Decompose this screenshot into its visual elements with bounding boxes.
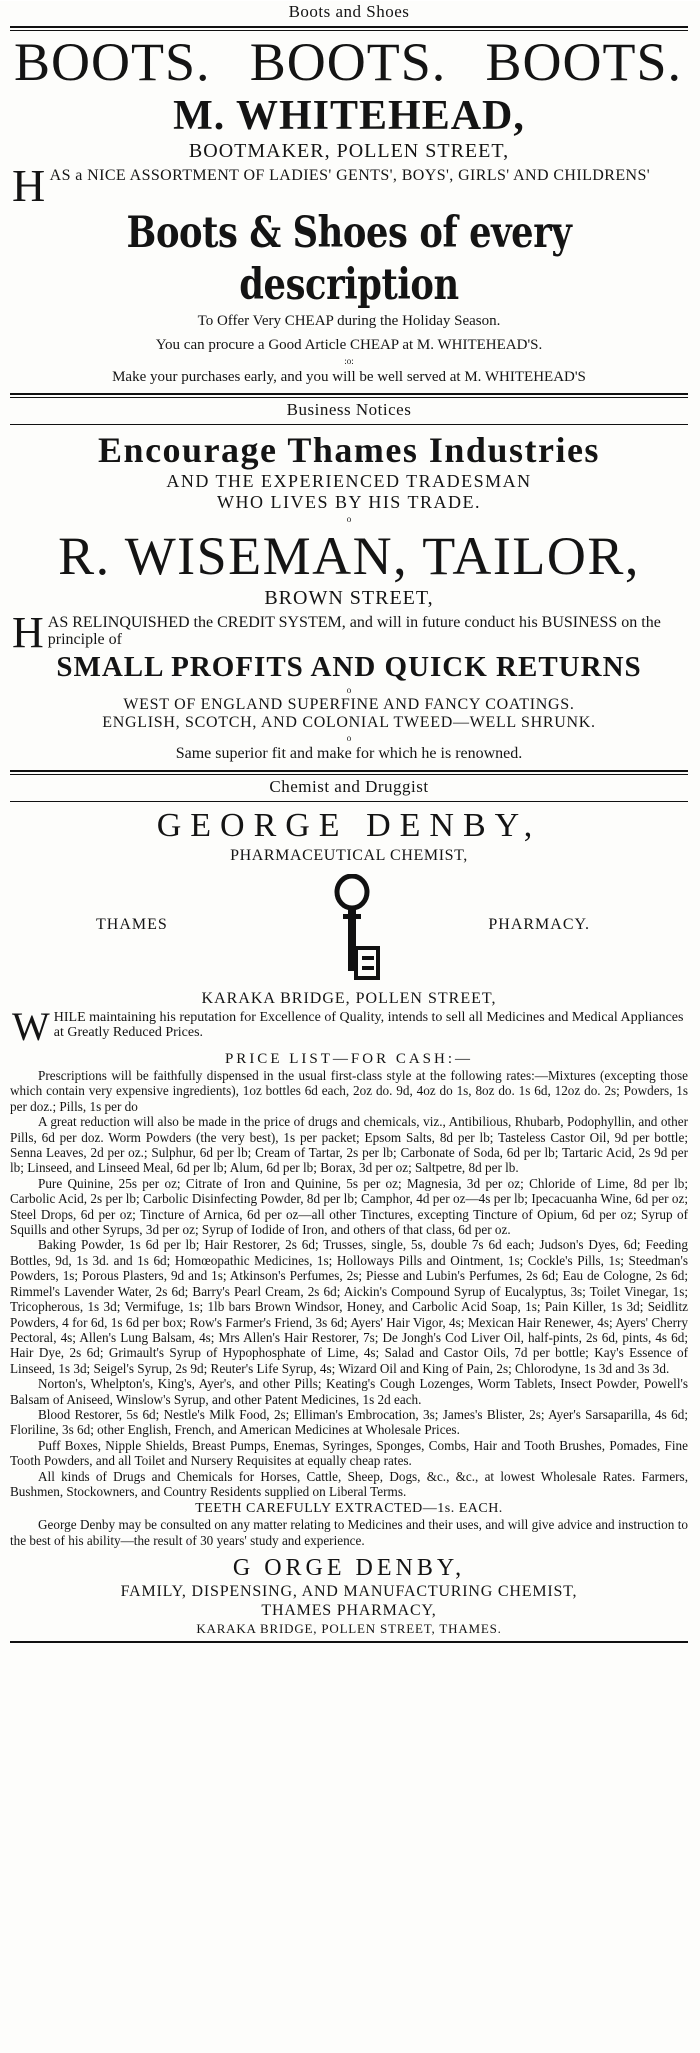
coatings-line: WEST OF ENGLAND SUPERFINE AND FANCY COATINGS. bbox=[123, 696, 575, 713]
small-profits-headline: SMALL PROFITS AND QUICK RETURNS bbox=[56, 651, 642, 683]
advertiser-name: R. WISEMAN, TAILOR, bbox=[58, 526, 640, 586]
section-heading-boots: Boots and Shoes bbox=[288, 2, 410, 21]
consultation-text: George Denby may be consulted on any matter relating to Medicines and their uses, and will give advice and instruction to the best of his ability—the result of 30 years' study and experience. bbox=[10, 1517, 688, 1548]
price-paragraph: Pure Quinine, 25s per oz; Citrate of Iron and Quinine, 5s per oz; Magnesia, 3d per oz; Chloride of Lime, 8d per lb; Carbolic Acid, 2s per lb; Carbolic Disinfecting Powder, 8d per lb; Camphor, 4d per oz—4s per lb; Ipecacuanha Wine, 6d per oz; Steel Drops, 6d per oz; Tincture of Arnica, 6d per oz—all other Tinctures, excepting Tincture of Opium, 6d per oz; Syrup of Squills and other Syrups, 3d per oz; Syrup of Iodide of Iron, and others of that class, 6d per oz. bbox=[10, 1175, 688, 1238]
key-emblem-row bbox=[10, 866, 688, 984]
price-paragraph: Prescriptions will be faithfully dispensed in the usual first-class style at the following rates:—Mixtures (excepting those which contain very expensive ingredients), 1oz bottles 6d each, 2oz do. 9d, 4oz do 1s, 8oz do. 1s 6d, 12oz do. 2s; Powders, 1s per doz.; Pills, 1s per do bbox=[10, 1068, 688, 1114]
drop-cap: H bbox=[12, 614, 44, 650]
boots-word: BOOTS. bbox=[14, 32, 211, 92]
boots-banner bbox=[14, 33, 682, 91]
section-rule bbox=[10, 801, 688, 802]
advertiser-trade: BOOTMAKER, POLLEN STREET, bbox=[188, 140, 510, 162]
price-paragraph: All kinds of Drugs and Chemicals for Horses, Cattle, Sheep, Dogs, &c., &c., at lowest Wholesale Rates. Farmers, Bushmen, Stockowners, and Country Residents supplied on Liberal Terms. bbox=[10, 1468, 688, 1499]
footer-address: KARAKA BRIDGE, POLLEN STREET, THAMES. bbox=[196, 1621, 502, 1637]
drop-cap: W bbox=[12, 1010, 50, 1042]
section-heading-business: Business Notices bbox=[286, 400, 412, 419]
advertiser-title: PHARMACEUTICAL CHEMIST, bbox=[230, 847, 468, 864]
advertiser-street: BROWN STREET, bbox=[264, 587, 434, 609]
advertiser-name: GEORGE DENBY, bbox=[156, 807, 542, 844]
while-text bbox=[10, 1010, 688, 1042]
drop-cap: H bbox=[12, 167, 46, 203]
relinquished-text bbox=[10, 614, 688, 650]
whitehead-advert bbox=[10, 33, 688, 387]
footer-title: FAMILY, DISPENSING, AND MANUFACTURING CHEMIST, bbox=[120, 1583, 578, 1601]
ornament-divider: o bbox=[346, 685, 352, 695]
renowned-line: Same superior fit and make for which he is renowned. bbox=[175, 745, 523, 762]
section-rule bbox=[10, 424, 688, 425]
ornament-divider: o bbox=[346, 514, 352, 524]
tweed-line: ENGLISH, SCOTCH, AND COLONIAL TWEED—WELL SHRUNK. bbox=[102, 714, 596, 731]
price-paragraph: Puff Boxes, Nipple Shields, Breast Pumps, Enemas, Syringes, Sponges, Combs, Hair and Tooth Brushes, Pomades, Fine Tooth Powders, and all Toilet and Nursery Requisites at equally cheap rates. bbox=[10, 1437, 688, 1469]
denby-advert bbox=[10, 806, 688, 1643]
teeth-line: TEETH CAREFULLY EXTRACTED—1s. EACH. bbox=[195, 1501, 503, 1517]
relinquished-body: AS RELINQUISHED the CREDIT SYSTEM, and will in future conduct his BUSINESS on the principle of bbox=[47, 614, 661, 648]
price-paragraph: Blood Restorer, 5s 6d; Nestle's Milk Food, 2s; Elliman's Embrocation, 3s; James's Blister, 2s; Ayer's Sarsaparilla, 4s 6d; Floriline, 3s 6d; other English, French, and American Medicines at Wholesale Prices. bbox=[10, 1406, 688, 1438]
section-rule bbox=[10, 26, 688, 31]
boots-word: BOOTS. bbox=[485, 32, 682, 92]
ornament-divider: :o: bbox=[344, 356, 354, 366]
advertiser-name: M. WHITEHEAD, bbox=[173, 93, 525, 139]
pharmacy-label: PHARMACY. bbox=[488, 916, 590, 933]
bottom-rule bbox=[10, 1641, 688, 1643]
offer-line: To Offer Very CHEAP during the Holiday Season. bbox=[197, 313, 501, 329]
section-rule bbox=[10, 393, 688, 398]
encourage-headline: Encourage Thames Industries bbox=[98, 430, 600, 470]
newspaper-page bbox=[0, 1, 700, 2053]
price-paragraph: Baking Powder, 1s 6d per lb; Hair Restorer, 2s 6d; Trusses, single, 5s, double 7s 6d each; Judson's Dyes, 6d; Feeding Bottles, 9d, 1s 3d. and 1s 6d; Homœopathic Medicines, 1s; Holloways Pills and Ointment, 1s; Cockle's Pills, 1s; Steedman's Powders, 1s; Porous Plasters, 9d and 1s; Atkinson's Perfumes, 2s; Piesse and Lubin's Perfumes, 2s 6d; Eau de Cologne, 2s 6d; Rimmel's Lavender Water, 2s 6d; Barry's Pearl Cream, 2s 6d; Aickin's Compound Syrup of Eucalyptus, 3s; Toilet Vinegar, 1s; Tricopherous, 1s 3d; Vermifuge, 1s; 1lb bars Brown Windsor, Honey, and Carbolic Acid Soap, 1s; Pain Killer, 1s 3d; Seidlitz Powders, 4 for 6d, 1s 6d per box; Row's Farmer's Friend, 3s 6d; Ayers' Hair Vigor, 4s; Mexican Hair Renewer, 4s; Ayers' Cherry Pectoral, 4s; Allen's Lung Balsam, 4s; Mrs Allen's Hair Restorer, 7s; De Jongh's Cod Liver Oil, half-pints, 2s 6d, pints, 4s 6d; Hair Dye, 2s 6d; Grimault's Syrup of Hypophosphate of Lime, 4s; Salad and Castor Oils, 7d per bottle; Kay's Essence of Linseed, 1s 3d; Seigel's Syrup, 2s 9d; Reuter's Life Syrup, 4s; Wizard Oil and King of Pain, 2s; Chlorodyne, 1s 3d and 3s 3d. bbox=[10, 1237, 688, 1376]
price-list-body bbox=[10, 1068, 688, 1499]
served-line: Make your purchases early, and you will be well served at M. WHITEHEAD'S bbox=[112, 369, 586, 385]
experienced-line: AND THE EXPERIENCED TRADESMAN bbox=[166, 471, 532, 491]
procure-line: You can procure a Good Article CHEAP at M. WHITEHEAD'S. bbox=[155, 337, 543, 353]
assortment-body: AS a NICE ASSORTMENT OF LADIES' GENTS', BOYS', GIRLS' AND CHILDRENS' bbox=[49, 167, 651, 184]
assortment-text bbox=[10, 167, 688, 203]
ornament-divider: o bbox=[346, 733, 352, 743]
price-list-heading: PRICE LIST—FOR CASH:— bbox=[224, 1051, 474, 1067]
advertiser-address: KARAKA BRIDGE, POLLEN STREET, bbox=[201, 990, 497, 1007]
footer-name: G ORGE DENBY, bbox=[232, 1555, 466, 1582]
section-heading-chemist: Chemist and Druggist bbox=[269, 777, 429, 796]
while-body: HILE maintaining his reputation for Excellence of Quality, intends to sell all Medicines and Medical Appliances at Greatly Reduced Prices. bbox=[53, 1010, 684, 1040]
wiseman-advert bbox=[10, 429, 688, 764]
thames-label: THAMES bbox=[96, 916, 168, 933]
boots-word: BOOTS. bbox=[249, 32, 447, 92]
price-paragraph: Norton's, Whelpton's, King's, Ayer's, and other Pills; Keating's Cough Lozenges, Worm Tablets, Insect Powder, Powell's Balsam of Aniseed, Winslow's Syrup, and other Patent Medicines, 1s 2d each. bbox=[10, 1376, 688, 1407]
headline: Boots & Shoes of every description bbox=[126, 208, 572, 310]
key-icon bbox=[332, 874, 384, 982]
lives-line: WHO LIVES BY HIS TRADE. bbox=[217, 492, 481, 512]
price-paragraph: A great reduction will also be made in the price of drugs and chemicals, viz., Antibilious, Rhubarb, Podophyllin, and other Pills, 6d per doz. Worm Powders (the very best), 1s per packet; Epsom Salts, 8d per lb; Tasteless Castor Oil, 9d per bottle; Senna Leaves, 2d per oz.; Sulphur, 6d per lb; Cream of Tartar, 2s per lb; Carbonate of Soda, 6d per lb; Tartaric Acid, 2s 9d per lb; Linseed, and Linseed Meal, 6d per lb; Alum, 6d per lb; Borax, 3d per oz; Saltpetre, 8d per lb. bbox=[10, 1114, 688, 1176]
section-rule bbox=[10, 770, 688, 775]
footer-pharmacy: THAMES PHARMACY, bbox=[261, 1602, 437, 1620]
